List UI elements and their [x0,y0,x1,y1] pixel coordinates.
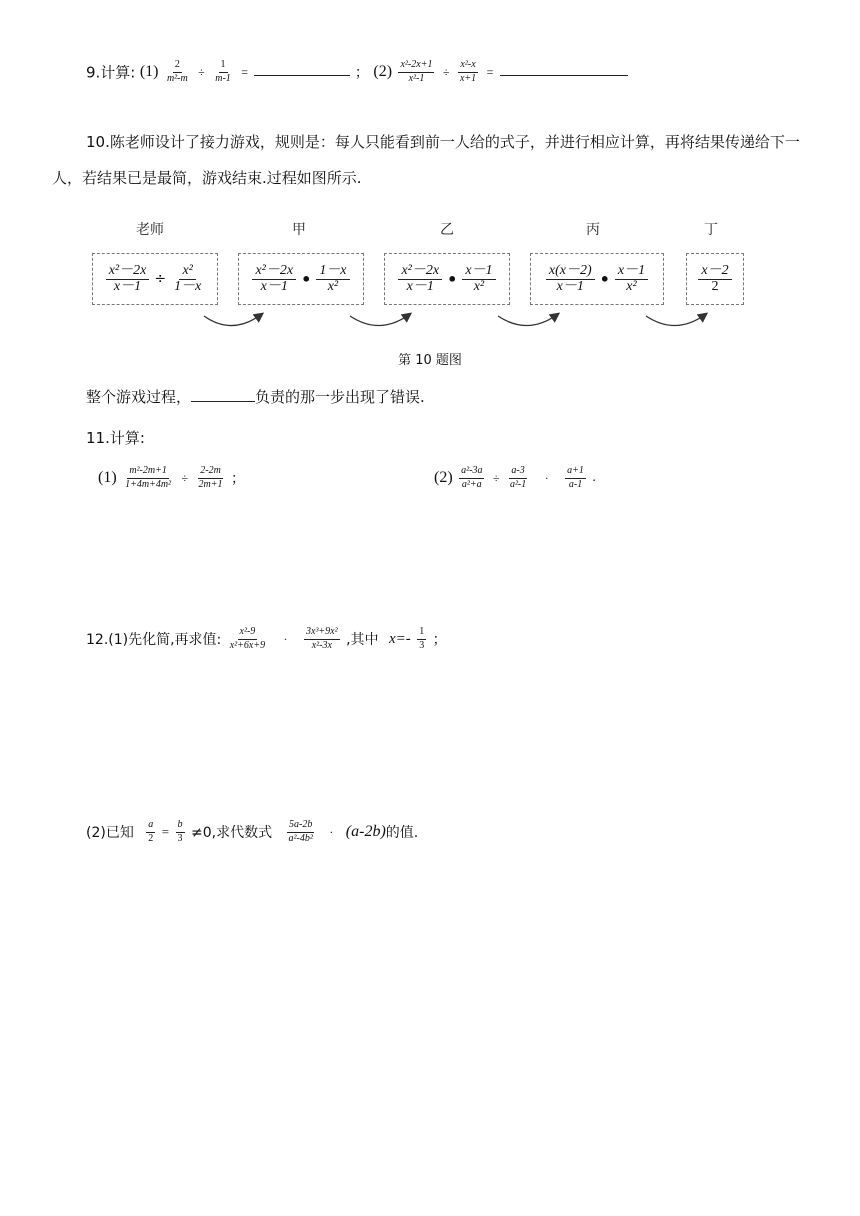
q10-answer-line: 整个游戏过程， 负责的那一步出现了错误. [86,388,425,406]
question-9: 9.计算: (1) $\frac{2}{\text{m²-m}}$ ÷ $\frac{1}{m-1}$ = ； (2) $\frac{\text{x²-2x+1}}{\text{x²-1}}$ ÷ $\frac{\text{x²-x}}{x+1}$ = [86,60,628,84]
q9-part1-label: (1) [139,63,159,80]
figure-label-yi: 乙 [440,222,454,238]
q9-p2-fraction-2: $\frac{\text{x²-x}}{x+1}$ [459,59,477,84]
question-10-text: 10.陈老师设计了接力游戏，规则是：每人只能看到前一人给的式子，并进行相应计算，再将结果传递给下一人，若结果已是最简，游戏结束.过程如图所示. [52,133,800,187]
q9-number: 9.计算: [86,63,136,82]
q9-p1-fraction-1: $\frac{2}{\text{m²-m}}$ [166,59,188,84]
q11-part-2: (2) $\frac{\text{a²-3a}}{\text{a²+a}}$ ÷ $\frac{a-3}{\text{a²-1}}$ · $\frac{a+1}{a-1}$ . [434,465,596,490]
arrow-jia-to-yi [350,314,410,326]
figure-label-bing: 丙 [586,222,600,238]
q11-title: 11.计算: [86,429,145,447]
q9-p2-fraction-1: $\frac{\text{x²-2x+1}}{\text{x²-1}}$ [400,59,433,84]
figure-box-jia: $\frac{\text{x²－2x}}{x-1}$ • $\frac{1-x}{\text{x²}}$ [238,253,364,305]
q9-p1-fraction-2: $\frac{1}{m-1}$ [215,59,231,84]
q12-part-2: (2)已知 $\frac{a}{2}$ = $\frac{b}{3}$ ≠0,求代数式 $\frac{5a-2b}{\text{a²-4b²}}$ · (a-2b)的值. [86,819,419,844]
figure-label-ding: 丁 [704,222,718,238]
arrow-teacher-to-jia [204,314,262,326]
figure-box-yi: $\frac{\text{x²－2x}}{x-1}$ • $\frac{x-1}{\text{x²}}$ [384,253,510,305]
figure-caption: 第 10 题图 [398,353,462,368]
figure-label-jia: 甲 [292,222,306,238]
arrow-yi-to-bing [498,314,558,326]
figure-box-teacher: $\frac{\text{x²－2x}}{x-1}$ ÷ $\frac{\text{x²}}{1-x}$ [92,253,218,305]
q11-part-1: (1) $\frac{\text{m²-2m+1}}{\text{1+4m+4m²}}$ ÷ $\frac{2-2m}{2m+1}$ ； [98,465,245,490]
q10-answer-blank[interactable] [191,401,255,402]
figure-box-ding: $\frac{x-2}{2}$ [686,253,744,305]
figure-arrows [0,300,860,340]
q9-part2-label: (2) [373,63,393,80]
q12-part-1: 12.(1)先化简,再求值: $\frac{\text{x²-9}}{\text{x²+6x+9}}$ · $\frac{\text{3x³+9x²}}{\text{x²-3x}}$ ,其中 x=- $\frac{1}{3}$ ； [86,626,447,651]
q9-answer-blank-2[interactable] [500,75,628,76]
figure-box-bing: $\frac{x(x-2)}{x-1}$ • $\frac{x-1}{\text{x²}}$ [530,253,664,305]
q9-answer-blank-1[interactable] [254,75,350,76]
arrow-bing-to-ding [646,314,706,326]
figure-label-teacher: 老师 [136,222,164,238]
